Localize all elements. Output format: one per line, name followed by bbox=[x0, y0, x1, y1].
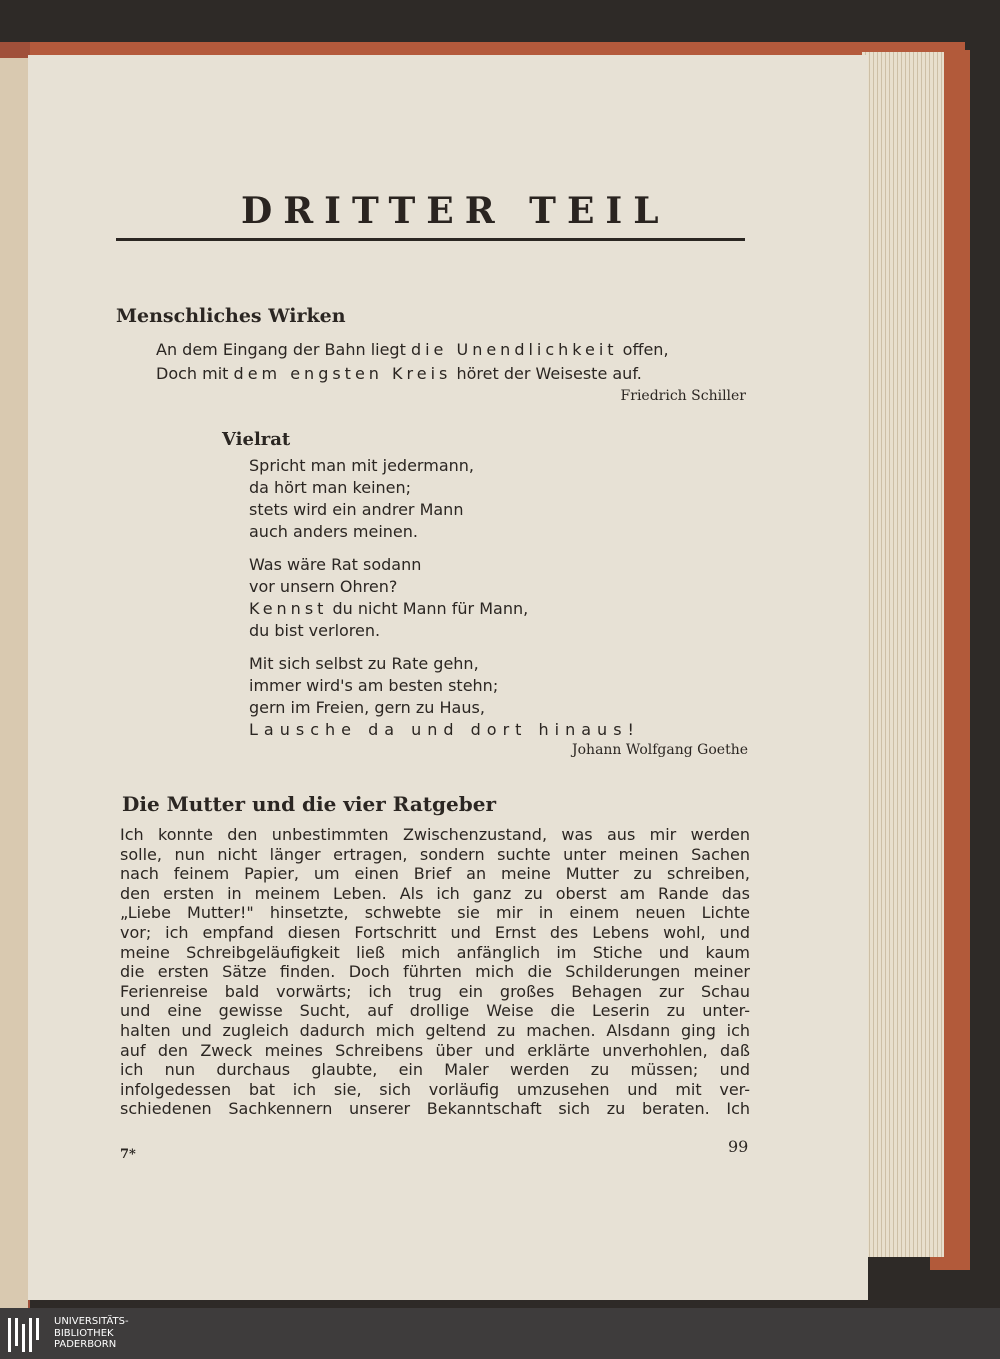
story-line: die ersten Sätze finden. Doch führten mich die Schilderungen meiner bbox=[120, 962, 750, 982]
poem-line: gern im Freien, gern zu Haus, bbox=[249, 698, 485, 717]
poem-stanza-1 bbox=[249, 455, 474, 543]
poem-line-spaced: Lausche da und dort hinaus! bbox=[249, 720, 640, 739]
story-line: den ersten in meinem Leben. Als ich ganz zu oberst am Rande das bbox=[120, 883, 750, 903]
library-logo-icon bbox=[6, 1314, 46, 1354]
story-line: halten und zugleich dadurch mich geltend zu machen. Alsdann ging ich bbox=[120, 1020, 750, 1040]
poem-stanza-2 bbox=[249, 554, 528, 642]
book-page bbox=[28, 55, 868, 1300]
epigram-heading: Menschliches Wirken bbox=[116, 305, 346, 327]
story-line: Ich konnte den unbestimmten Zwischenzustand, was aus mir werden bbox=[120, 825, 750, 844]
poem-line: immer wird's am besten stehn; bbox=[249, 676, 499, 695]
poem-line: Was wäre Rat sodann bbox=[249, 555, 422, 574]
epigram-author: Friedrich Schiller bbox=[620, 388, 746, 404]
logo-line-1: UNIVERSITÄTS- bbox=[54, 1316, 129, 1327]
story-line: infolgedessen bat ich sie, sich vorläufig umzusehen und mit ver- bbox=[120, 1079, 750, 1099]
poem-line: auch anders meinen. bbox=[249, 522, 418, 541]
library-footer-bar bbox=[0, 1308, 1000, 1359]
left-page-edge bbox=[0, 58, 28, 1308]
story-line: vor; ich empfand diesen Fortschritt und Ernst des Lebens wohl, und bbox=[120, 922, 750, 942]
poem-line: stets wird ein andrer Mann bbox=[249, 500, 464, 519]
poem-line: vor unsern Ohren? bbox=[249, 577, 398, 596]
page-stack-edge bbox=[862, 52, 944, 1257]
epigram-line-1-part-c: offen, bbox=[617, 340, 669, 359]
story-line: Ferienreise bald vorwärts; ich trug ein großes Behagen zur Schau bbox=[120, 981, 750, 1001]
signature-mark: 7* bbox=[120, 1147, 136, 1162]
story-line: nach feinem Papier, um einen Brief an meine Mutter zu schreiben, bbox=[120, 864, 750, 884]
story-line: schiedenen Sachkennern unserer Bekanntschaft sich zu beraten. Ich bbox=[120, 1099, 750, 1119]
story-line: solle, nun nicht länger ertragen, sondern suchte unter meinen Sachen bbox=[120, 844, 750, 864]
story-line: ich nun durchaus glaubte, ein Maler werden zu müssen; und bbox=[120, 1060, 750, 1080]
title-rule bbox=[116, 238, 745, 241]
book-cover-top bbox=[30, 42, 965, 56]
poem-line bbox=[249, 598, 528, 620]
poem-line: da hört man keinen; bbox=[249, 478, 412, 497]
epigram-line-1-part-a: An dem Eingang der Bahn liegt bbox=[156, 340, 411, 359]
poem-line-rest: du nicht Mann für Mann, bbox=[327, 599, 529, 618]
page-number: 99 bbox=[728, 1137, 749, 1156]
poem-line: du bist verloren. bbox=[249, 621, 381, 640]
poem-line: Spricht man mit jedermann, bbox=[249, 456, 474, 475]
poem-author: Johann Wolfgang Goethe bbox=[572, 742, 748, 758]
epigram-line-2-spaced: dem engsten Kreis bbox=[233, 364, 452, 383]
poem-stanza-3 bbox=[249, 653, 640, 741]
epigram-line-2-part-a: Doch mit bbox=[156, 364, 234, 383]
story-line: auf den Zweck meines Schreibens über und erklärte unverhohlen, daß bbox=[120, 1040, 750, 1060]
poem-spaced-word: Kennst bbox=[249, 599, 328, 618]
story-line: meine Schreibgeläufigkeit ließ mich anfänglich im Stiche und kaum bbox=[120, 942, 750, 962]
poem-heading: Vielrat bbox=[222, 429, 291, 450]
epigram-line-2 bbox=[156, 363, 642, 385]
epigram-line-1 bbox=[156, 339, 669, 361]
poem-line: Mit sich selbst zu Rate gehn, bbox=[249, 654, 479, 673]
epigram-line-2-part-c: höret der Weiseste auf. bbox=[451, 364, 642, 383]
story-line: „Liebe Mutter!" hinsetzte, schwebte sie mir in einem neuen Lichte bbox=[120, 903, 750, 923]
logo-line-3: PADERBORN bbox=[54, 1339, 117, 1350]
epigram-line-1-spaced: die Unendlichkeit bbox=[410, 340, 618, 359]
logo-line-2: BIBLIOTHEK bbox=[54, 1327, 114, 1339]
story-text bbox=[120, 825, 750, 1119]
story-heading: Die Mutter und die vier Ratgeber bbox=[122, 792, 496, 816]
part-title: DRITTER TEIL bbox=[241, 190, 670, 232]
library-logo-text bbox=[54, 1316, 129, 1351]
story-line: und eine gewisse Sucht, auf drollige Weise die Leserin zu unter- bbox=[120, 1001, 750, 1021]
